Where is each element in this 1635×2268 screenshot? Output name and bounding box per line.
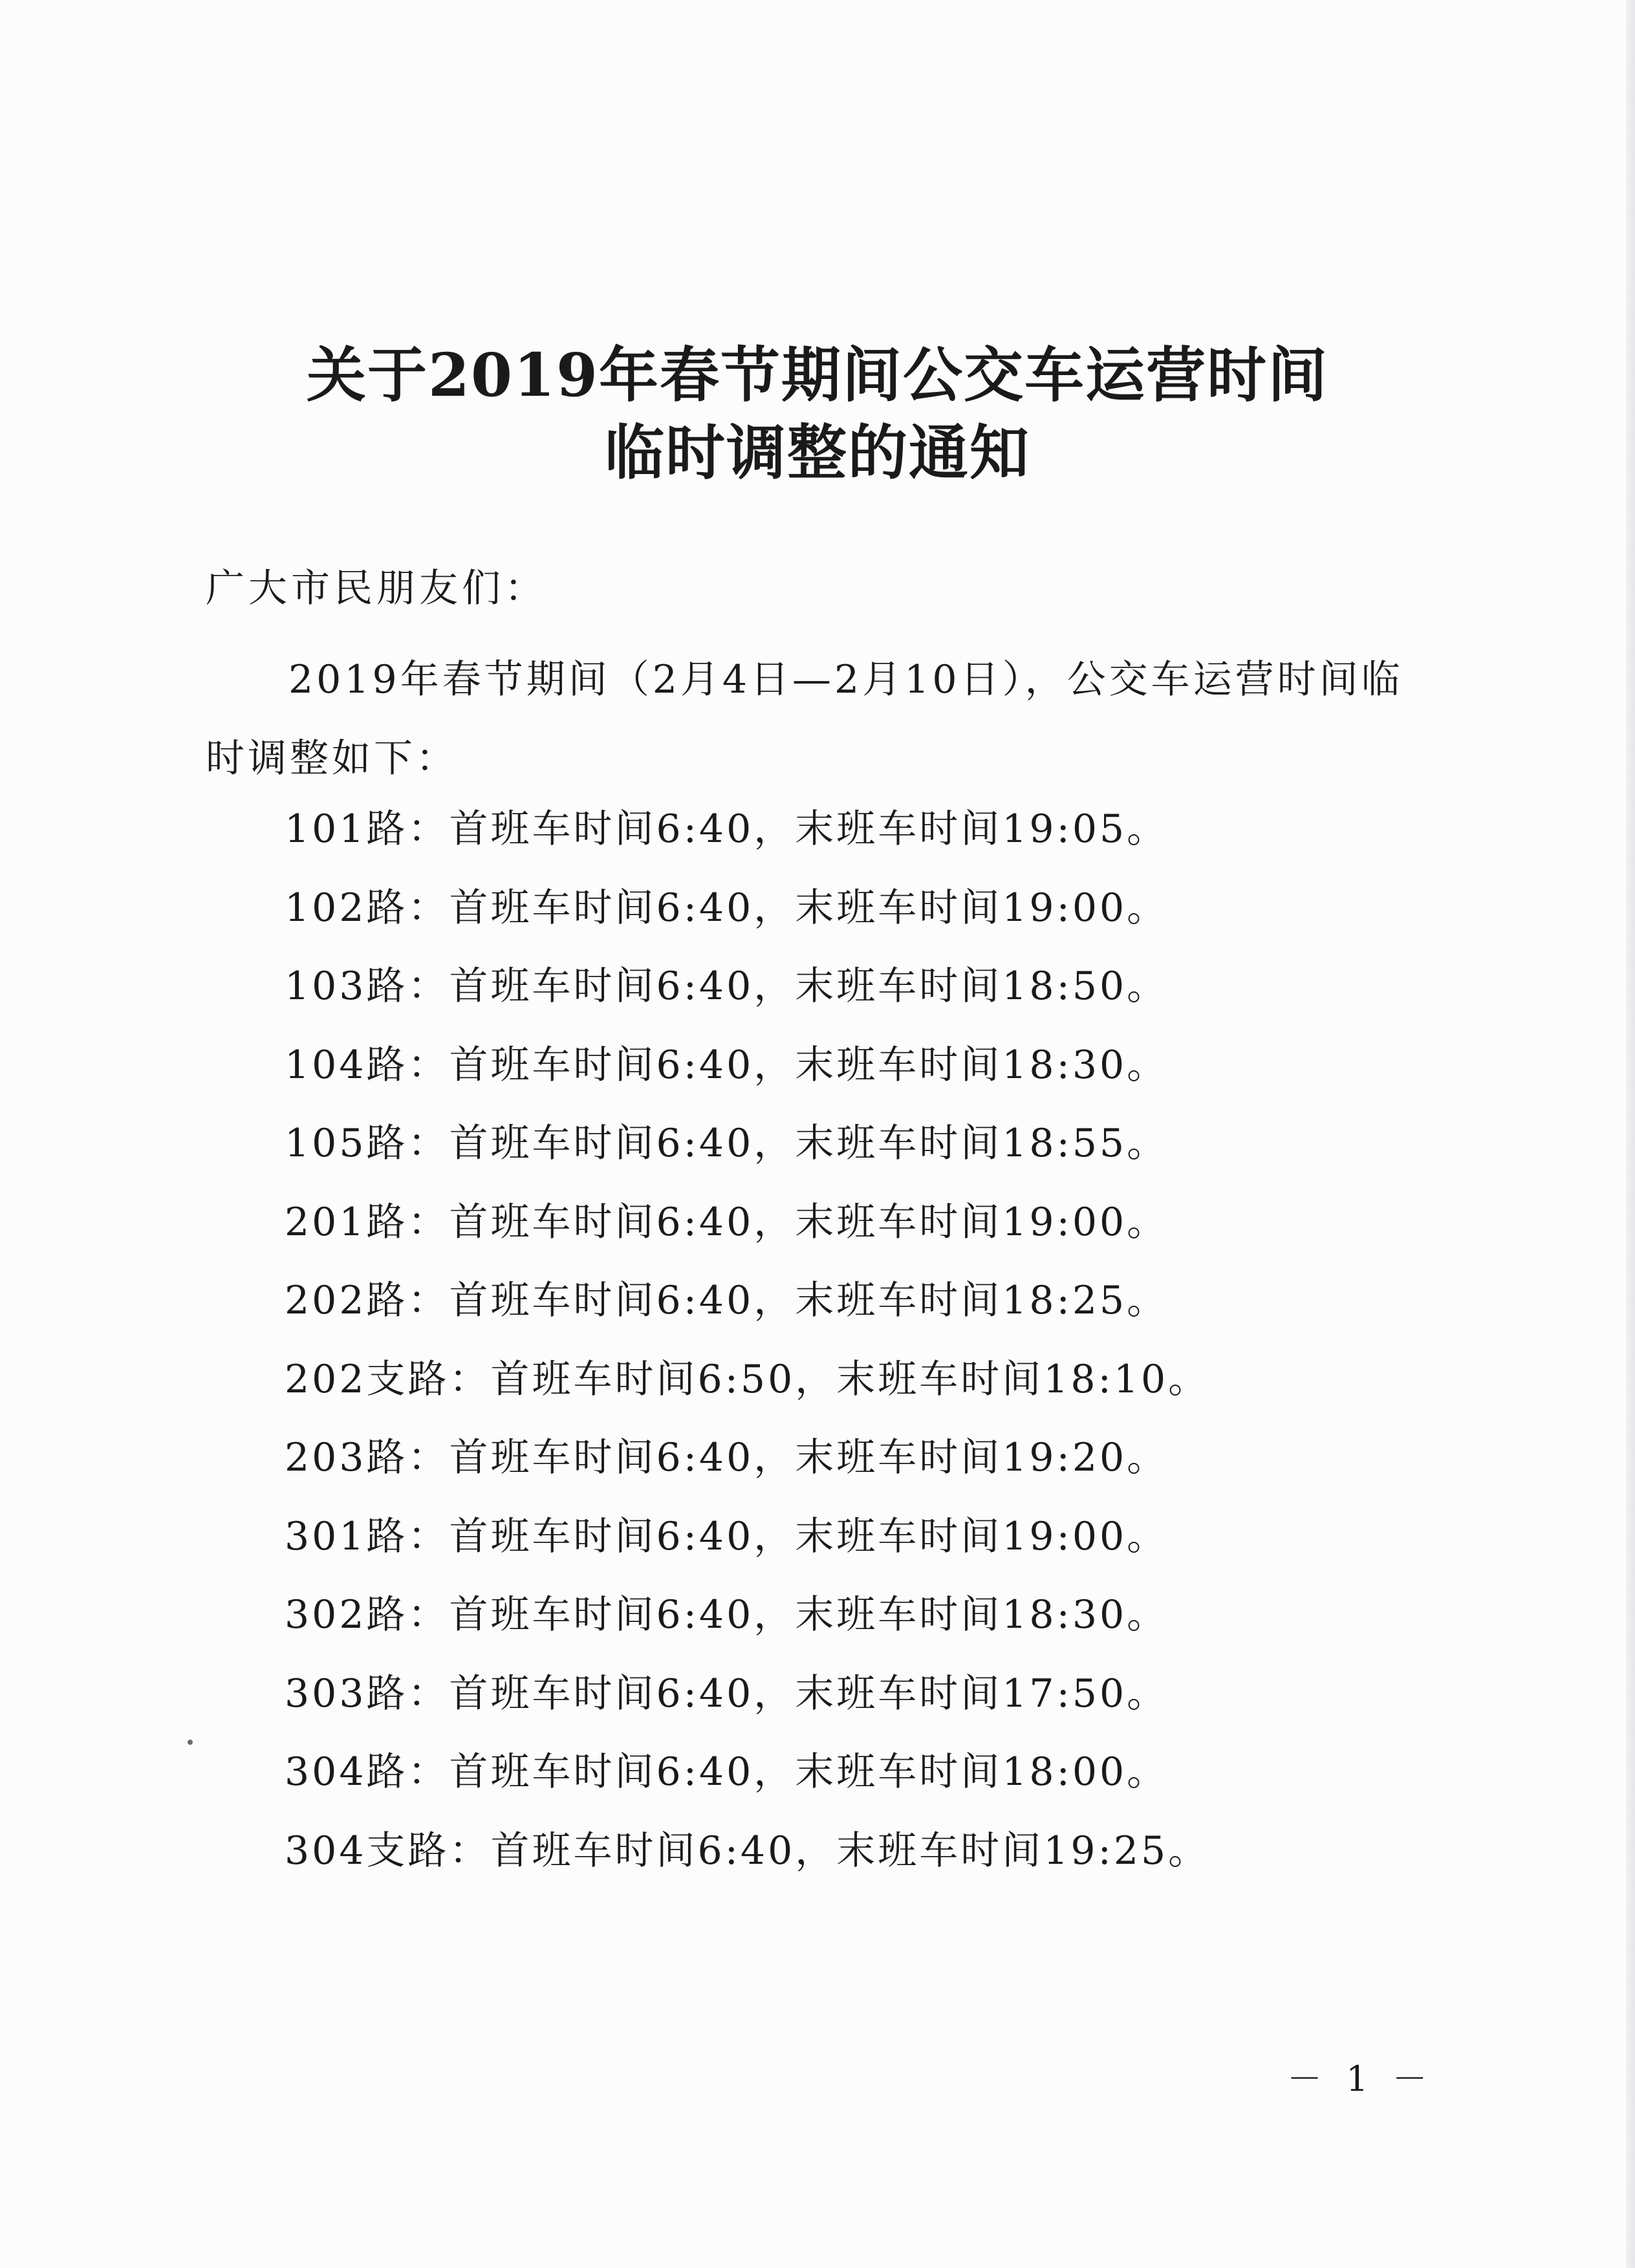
route-103-schedule: 103路：首班车时间6:40，末班车时间18:50。 [285,964,1169,1009]
salutation: 广大市民朋友们： [206,566,547,611]
document-title-line-1: 关于2019年春节期间公交车运营时间 [306,340,1329,410]
route-203-schedule: 203路：首班车时间6:40，末班车时间19:20。 [285,1435,1169,1480]
route-301-schedule: 301路：首班车时间6:40，末班车时间19:00。 [285,1513,1169,1559]
route-302-schedule: 302路：首班车时间6:40，末班车时间18:30。 [285,1592,1169,1637]
document-title-line-2: 临时调整的通知 [604,418,1030,488]
intro-paragraph: 2019年春节期间（2月4日—2月10日），公交车运营时间临时调整如下： [206,657,1403,781]
route-101-schedule: 101路：首班车时间6:40，末班车时间19:05。 [285,806,1169,852]
route-202-branch-schedule: 202支路：首班车时间6:50，末班车时间18:10。 [285,1356,1210,1402]
route-303-schedule: 303路：首班车时间6:40，末班车时间17:50。 [285,1670,1169,1716]
route-104-schedule: 104路：首班车时间6:40，末班车时间18:30。 [285,1042,1169,1088]
page-number: － 1 － [1287,2058,1434,2099]
route-304-schedule: 304路：首班车时间6:40，末班车时间18:00。 [285,1749,1169,1795]
route-105-schedule: 105路：首班车时间6:40，末班车时间18:55。 [285,1121,1169,1166]
route-201-schedule: 201路：首班车时间6:40，末班车时间19:00。 [285,1199,1169,1245]
route-304-branch-schedule: 304支路：首班车时间6:40，末班车时间19:25。 [285,1828,1210,1874]
route-102-schedule: 102路：首班车时间6:40，末班车时间19:00。 [285,885,1169,931]
scan-speck [188,1740,193,1745]
route-schedule-list [285,790,1513,1890]
route-202-schedule: 202路：首班车时间6:40，末班车时间18:25。 [285,1278,1169,1323]
